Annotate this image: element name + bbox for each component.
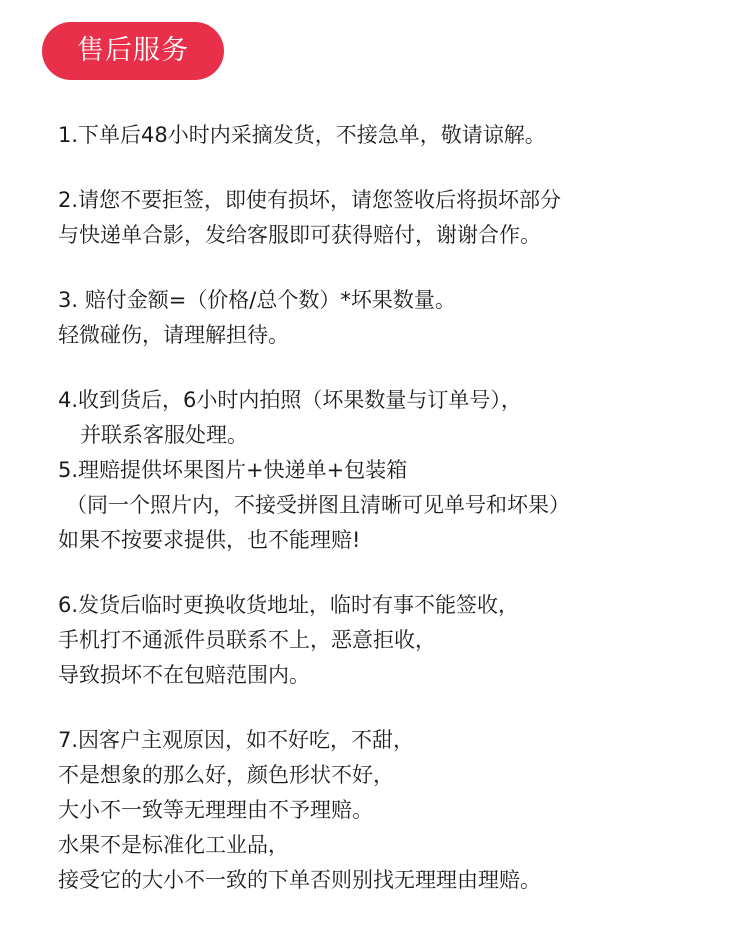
term-3-line-1: 3. 赔付金额=（价格/总个数）*坏果数量。 xyxy=(58,288,456,312)
term-2-line-1: 2.请您不要拒签，即使有损坏，请您签收后将损坏部分 xyxy=(58,188,562,212)
term-4-line-2: 并联系客服处理。 xyxy=(80,423,248,447)
term-5-line-2: （同一个照片内，不接受拼图且清晰可见单号和坏果） xyxy=(66,493,570,517)
after-sales-service-badge: 售后服务 xyxy=(42,22,224,80)
term-7-line-2: 不是想象的那么好，颜色形状不好， xyxy=(58,763,394,787)
term-3-line-2: 轻微碰伤，请理解担待。 xyxy=(58,323,289,347)
term-2-line-2: 与快递单合影，发给客服即可获得赔付，谢谢合作。 xyxy=(58,223,541,247)
term-1-line-1: 1.下单后48小时内采摘发货，不接急单，敬请谅解。 xyxy=(58,123,546,147)
term-5-line-1: 5.理赔提供坏果图片+快递单+包装箱 xyxy=(58,458,408,482)
term-6-line-1: 6.发货后临时更换收货地址，临时有事不能签收， xyxy=(58,593,520,617)
after-sales-terms xyxy=(58,118,718,898)
term-4-line-1: 4.收到货后，6小时内拍照（坏果数量与订单号）， xyxy=(58,388,522,412)
term-7-line-3: 大小不一致等无理理由不予理赔。 xyxy=(58,798,373,822)
term-6-line-3: 导致损坏不在包赔范围内。 xyxy=(58,663,310,687)
term-7-line-4: 水果不是标准化工业品， xyxy=(58,833,289,857)
term-5-line-3: 如果不按要求提供，也不能理赔! xyxy=(58,528,361,552)
term-7-line-5: 接受它的大小不一致的下单否则别找无理理由理赔。 xyxy=(58,868,541,892)
term-6-line-2: 手机打不通派件员联系不上，恶意拒收， xyxy=(58,628,436,652)
term-7-line-1: 7.因客户主观原因，如不好吃，不甜， xyxy=(58,728,415,752)
